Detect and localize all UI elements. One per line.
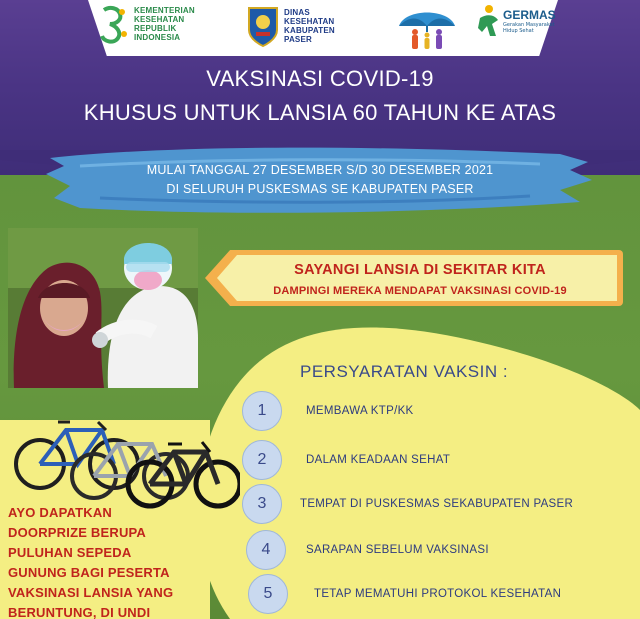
requirements-title: PERSYARATAN VAKSIN :: [300, 362, 509, 381]
kemenkes-text: KEMENTERIAN KESEHATAN REPUBLIK INDONESIA: [134, 6, 195, 42]
requirement-text: DALAM KEADAAN SEHAT: [306, 454, 451, 466]
germas-name: GERMAS: [503, 8, 556, 22]
family-umbrella-logo: [395, 2, 459, 56]
dinkes-text: DINAS KESEHATAN KABUPATEN PASER: [284, 8, 335, 44]
germas-logo: [478, 4, 556, 38]
family-umbrella-icon: [395, 2, 459, 56]
requirement-number: 1: [242, 391, 282, 431]
kemenkes-emblem-icon: [96, 4, 130, 44]
requirement-item-2: [242, 440, 450, 480]
germas-figure-icon: [478, 4, 500, 38]
callout-subheading: DAMPINGI MEREKA MENDAPAT VAKSINASI COVID-19: [273, 285, 567, 297]
requirement-number: 5: [248, 574, 288, 614]
vaccination-photo: [8, 228, 198, 388]
dinkes-logo: [246, 4, 335, 48]
schedule-dates: MULAI TANGGAL 27 DESEMBER S/D 30 DESEMBER 2021: [146, 163, 494, 177]
callout-heading: SAYANGI LANSIA DI SEKITAR KITA: [294, 262, 546, 278]
doorprize-line-3: PULUHAN SEPEDA: [8, 545, 132, 560]
requirement-item-3: [242, 484, 573, 524]
mountain-bikes-image: [10, 400, 240, 510]
germas-tagline-1: Gerakan Masyarakat: [503, 22, 555, 28]
requirement-text: SARAPAN SEBELUM VAKSINASI: [306, 544, 489, 556]
blue-brush-stroke: [40, 140, 600, 220]
requirement-text: MEMBAWA KTP/KK: [306, 405, 414, 417]
main-title: VAKSINASI COVID-19: [206, 66, 434, 91]
requirement-number: 3: [242, 484, 282, 524]
requirement-number: 2: [242, 440, 282, 480]
requirement-text: TETAP MEMATUHI PROTOKOL KESEHATAN: [314, 588, 562, 600]
main-subtitle: KHUSUS UNTUK LANSIA 60 TAHUN KE ATAS: [83, 100, 557, 125]
requirement-item-5: [248, 574, 561, 614]
doorprize-line-5: VAKSINASI LANSIA YANG: [8, 585, 174, 600]
doorprize-line-4: GUNUNG BAGI PESERTA: [8, 565, 170, 580]
kemenkes-logo: [96, 4, 195, 44]
doorprize-line-6: BERUNTUNG, DI UNDI: [8, 605, 151, 619]
requirement-item-4: [246, 530, 489, 570]
doorprize-line-1: AYO DAPATKAN: [8, 505, 113, 520]
paser-crest-icon: [246, 4, 280, 48]
germas-tagline-2: Hidup Sehat: [503, 28, 534, 34]
requirement-item-1: [242, 391, 414, 431]
doorprize-line-2: DOORPRIZE BERUPA: [8, 525, 147, 540]
requirement-number: 4: [246, 530, 286, 570]
schedule-location: DI SELURUH PUSKESMAS SE KABUPATEN PASER: [166, 182, 474, 196]
requirement-text: TEMPAT DI PUSKESMAS SEKABUPATEN PASER: [300, 498, 574, 510]
